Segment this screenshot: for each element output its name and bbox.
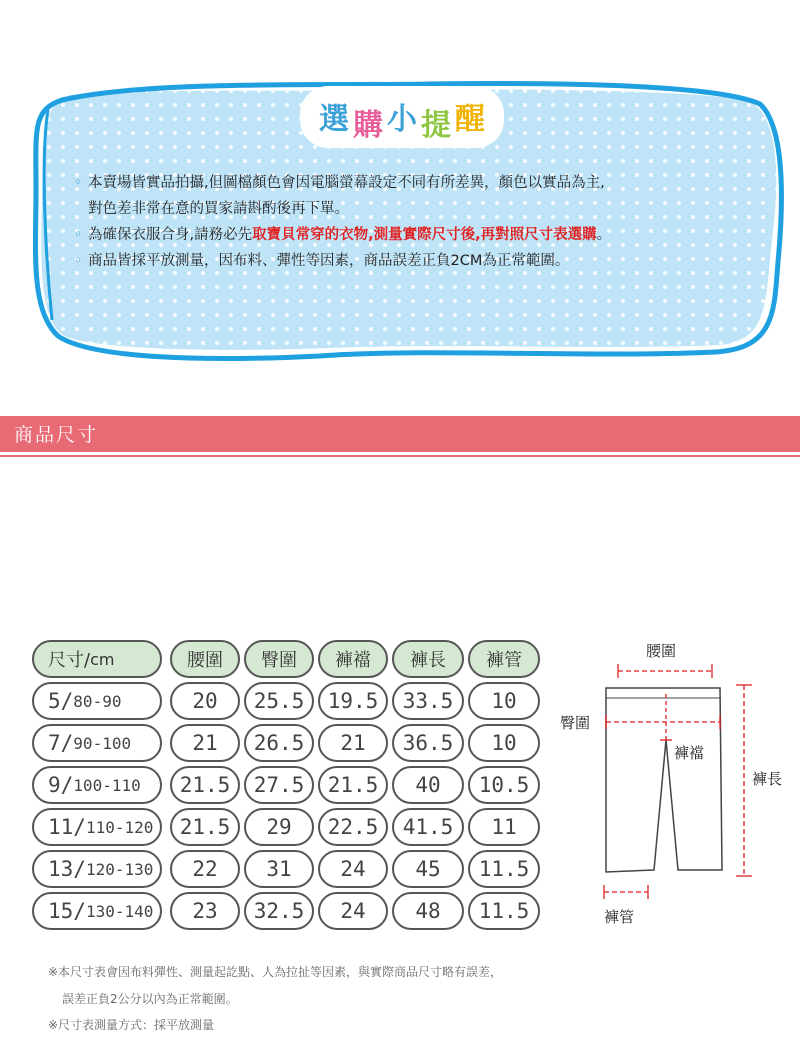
notice-text-1b: 對色差非常在意的買家請斟酌後再下單。 <box>88 201 349 217</box>
cell-value: 19.5 <box>327 689 379 713</box>
bullet-icon: ◦ <box>73 227 83 243</box>
notice-text-2a: 為確保衣服合身,請務必先 <box>88 227 253 243</box>
bullet-icon: ◦ <box>73 253 83 269</box>
cell-value: 27.5 <box>253 773 305 797</box>
cell-value: 11 <box>491 815 517 839</box>
cell-value: 21 <box>192 731 218 755</box>
cell-value: 40 <box>415 773 441 797</box>
notice-title <box>302 88 502 148</box>
size-header-unit: cm <box>90 649 115 669</box>
size-cell <box>32 682 162 720</box>
cell-waist <box>170 766 240 804</box>
size-cell <box>32 808 162 846</box>
cell-crotch <box>318 850 388 888</box>
cell-value: 22 <box>192 857 218 881</box>
cell-value: 23 <box>192 899 218 923</box>
cell-hip <box>244 724 314 762</box>
notice-text <box>68 170 768 274</box>
header-label: 褲長 <box>410 650 446 671</box>
cell-value: 32.5 <box>253 899 305 923</box>
notice-line <box>68 196 768 222</box>
cell-hip <box>244 850 314 888</box>
cell-hip <box>244 892 314 930</box>
cell-waist <box>170 724 240 762</box>
cell-length <box>392 892 464 930</box>
pants-measurement-diagram <box>548 630 788 930</box>
header-label: 臀圍 <box>261 650 297 671</box>
note-line-2: 誤差正負2公分以內為正常範圍。 <box>62 992 238 1006</box>
cell-waist <box>170 808 240 846</box>
cell-value: 11.5 <box>478 899 530 923</box>
label-length: 褲長 <box>752 770 783 788</box>
cell-hip <box>244 682 314 720</box>
size-label: 11/ <box>48 815 86 839</box>
cell-length <box>392 724 464 762</box>
header-crotch <box>318 640 388 678</box>
section-title: 商品尺寸 <box>14 424 99 446</box>
cell-hem <box>468 766 540 804</box>
size-label: 13/ <box>48 857 86 881</box>
section-header <box>0 416 800 452</box>
size-label: 15/ <box>48 899 86 923</box>
cell-value: 24 <box>340 857 366 881</box>
cell-value: 48 <box>415 899 441 923</box>
section-divider <box>0 455 800 457</box>
cell-crotch <box>318 808 388 846</box>
cell-crotch <box>318 892 388 930</box>
cell-value: 31 <box>266 857 292 881</box>
cell-value: 29 <box>266 815 292 839</box>
notice-text-3: 商品皆採平放測量，因布料、彈性等因素，商品誤差正負2CM為正常範圍。 <box>88 253 570 269</box>
header-length <box>392 640 464 678</box>
label-hem: 褲管 <box>604 908 635 926</box>
cell-length <box>392 682 464 720</box>
size-range: 90-100 <box>73 733 132 753</box>
cell-waist <box>170 892 240 930</box>
size-cell <box>32 766 162 804</box>
header-waist <box>170 640 240 678</box>
label-waist: 腰圍 <box>646 642 677 660</box>
title-char: 選 <box>319 102 349 137</box>
note-line-3: ※尺寸表測量方式：採平放測量 <box>48 1018 215 1032</box>
size-range: 110-120 <box>85 817 154 837</box>
cell-value: 21.5 <box>179 773 231 797</box>
header-label: 褲管 <box>486 650 522 671</box>
cell-crotch <box>318 724 388 762</box>
header-hem <box>468 640 540 678</box>
size-range: 130-140 <box>85 901 154 921</box>
note-line-1: ※本尺寸表會因布料彈性、測量起訖點、人為拉扯等因素，與實際商品尺寸略有誤差， <box>48 965 503 979</box>
size-range: 120-130 <box>85 859 154 879</box>
cell-value: 22.5 <box>327 815 379 839</box>
cell-value: 21 <box>340 731 366 755</box>
bullet-icon: ◦ <box>73 175 83 191</box>
cell-waist <box>170 682 240 720</box>
label-hip: 臀圍 <box>560 714 591 732</box>
size-cell <box>32 724 162 762</box>
cell-waist <box>170 850 240 888</box>
notice-text-2-highlight: 取寶貝常穿的衣物,測量實際尺寸後,再對照尺寸表選購 <box>252 227 597 243</box>
title-char: 小 <box>387 102 417 137</box>
header-label: 褲襠 <box>335 650 371 671</box>
cell-length <box>392 850 464 888</box>
notice-card <box>0 0 800 380</box>
cell-hem <box>468 682 540 720</box>
title-char: 購 <box>353 108 383 143</box>
cell-length <box>392 766 464 804</box>
cell-crotch <box>318 766 388 804</box>
title-char: 提 <box>421 108 451 143</box>
size-label: 5/ <box>48 689 74 713</box>
notice-line <box>68 248 768 274</box>
cell-value: 21.5 <box>327 773 379 797</box>
cell-crotch <box>318 682 388 720</box>
size-range: 100-110 <box>73 775 141 795</box>
title-char: 醒 <box>455 102 485 137</box>
cell-value: 10.5 <box>478 773 530 797</box>
cell-hem <box>468 850 540 888</box>
header-hip <box>244 640 314 678</box>
size-cell <box>32 850 162 888</box>
cell-value: 25.5 <box>253 689 305 713</box>
size-label: 9/ <box>48 773 74 797</box>
label-crotch: 褲襠 <box>674 744 705 762</box>
cell-value: 36.5 <box>402 731 454 755</box>
notice-text-2c: 。 <box>596 227 612 243</box>
cell-value: 10 <box>491 689 517 713</box>
size-range: 80-90 <box>73 691 122 711</box>
header-label: 腰圍 <box>187 650 223 671</box>
size-header-cell <box>32 640 162 678</box>
cell-hem <box>468 808 540 846</box>
cell-hip <box>244 808 314 846</box>
cell-value: 33.5 <box>402 689 454 713</box>
cell-value: 10 <box>491 731 517 755</box>
notice-line <box>68 222 768 248</box>
size-label: 7/ <box>48 731 74 755</box>
cell-hip <box>244 766 314 804</box>
cell-length <box>392 808 464 846</box>
cell-value: 11.5 <box>478 857 530 881</box>
notice-line <box>68 170 768 196</box>
cell-value: 26.5 <box>253 731 305 755</box>
size-header-label: 尺寸/ <box>48 650 91 671</box>
cell-hem <box>468 892 540 930</box>
size-cell <box>32 892 162 930</box>
cell-value: 41.5 <box>402 815 454 839</box>
cell-value: 45 <box>415 857 441 881</box>
cell-value: 21.5 <box>179 815 231 839</box>
cell-value: 24 <box>340 899 366 923</box>
cell-hem <box>468 724 540 762</box>
cell-value: 20 <box>192 689 218 713</box>
notice-text-1: 本賣場皆實品拍攝,但圖檔顏色會因電腦螢幕設定不同有所差異，顏色以實品為主, <box>88 175 605 191</box>
